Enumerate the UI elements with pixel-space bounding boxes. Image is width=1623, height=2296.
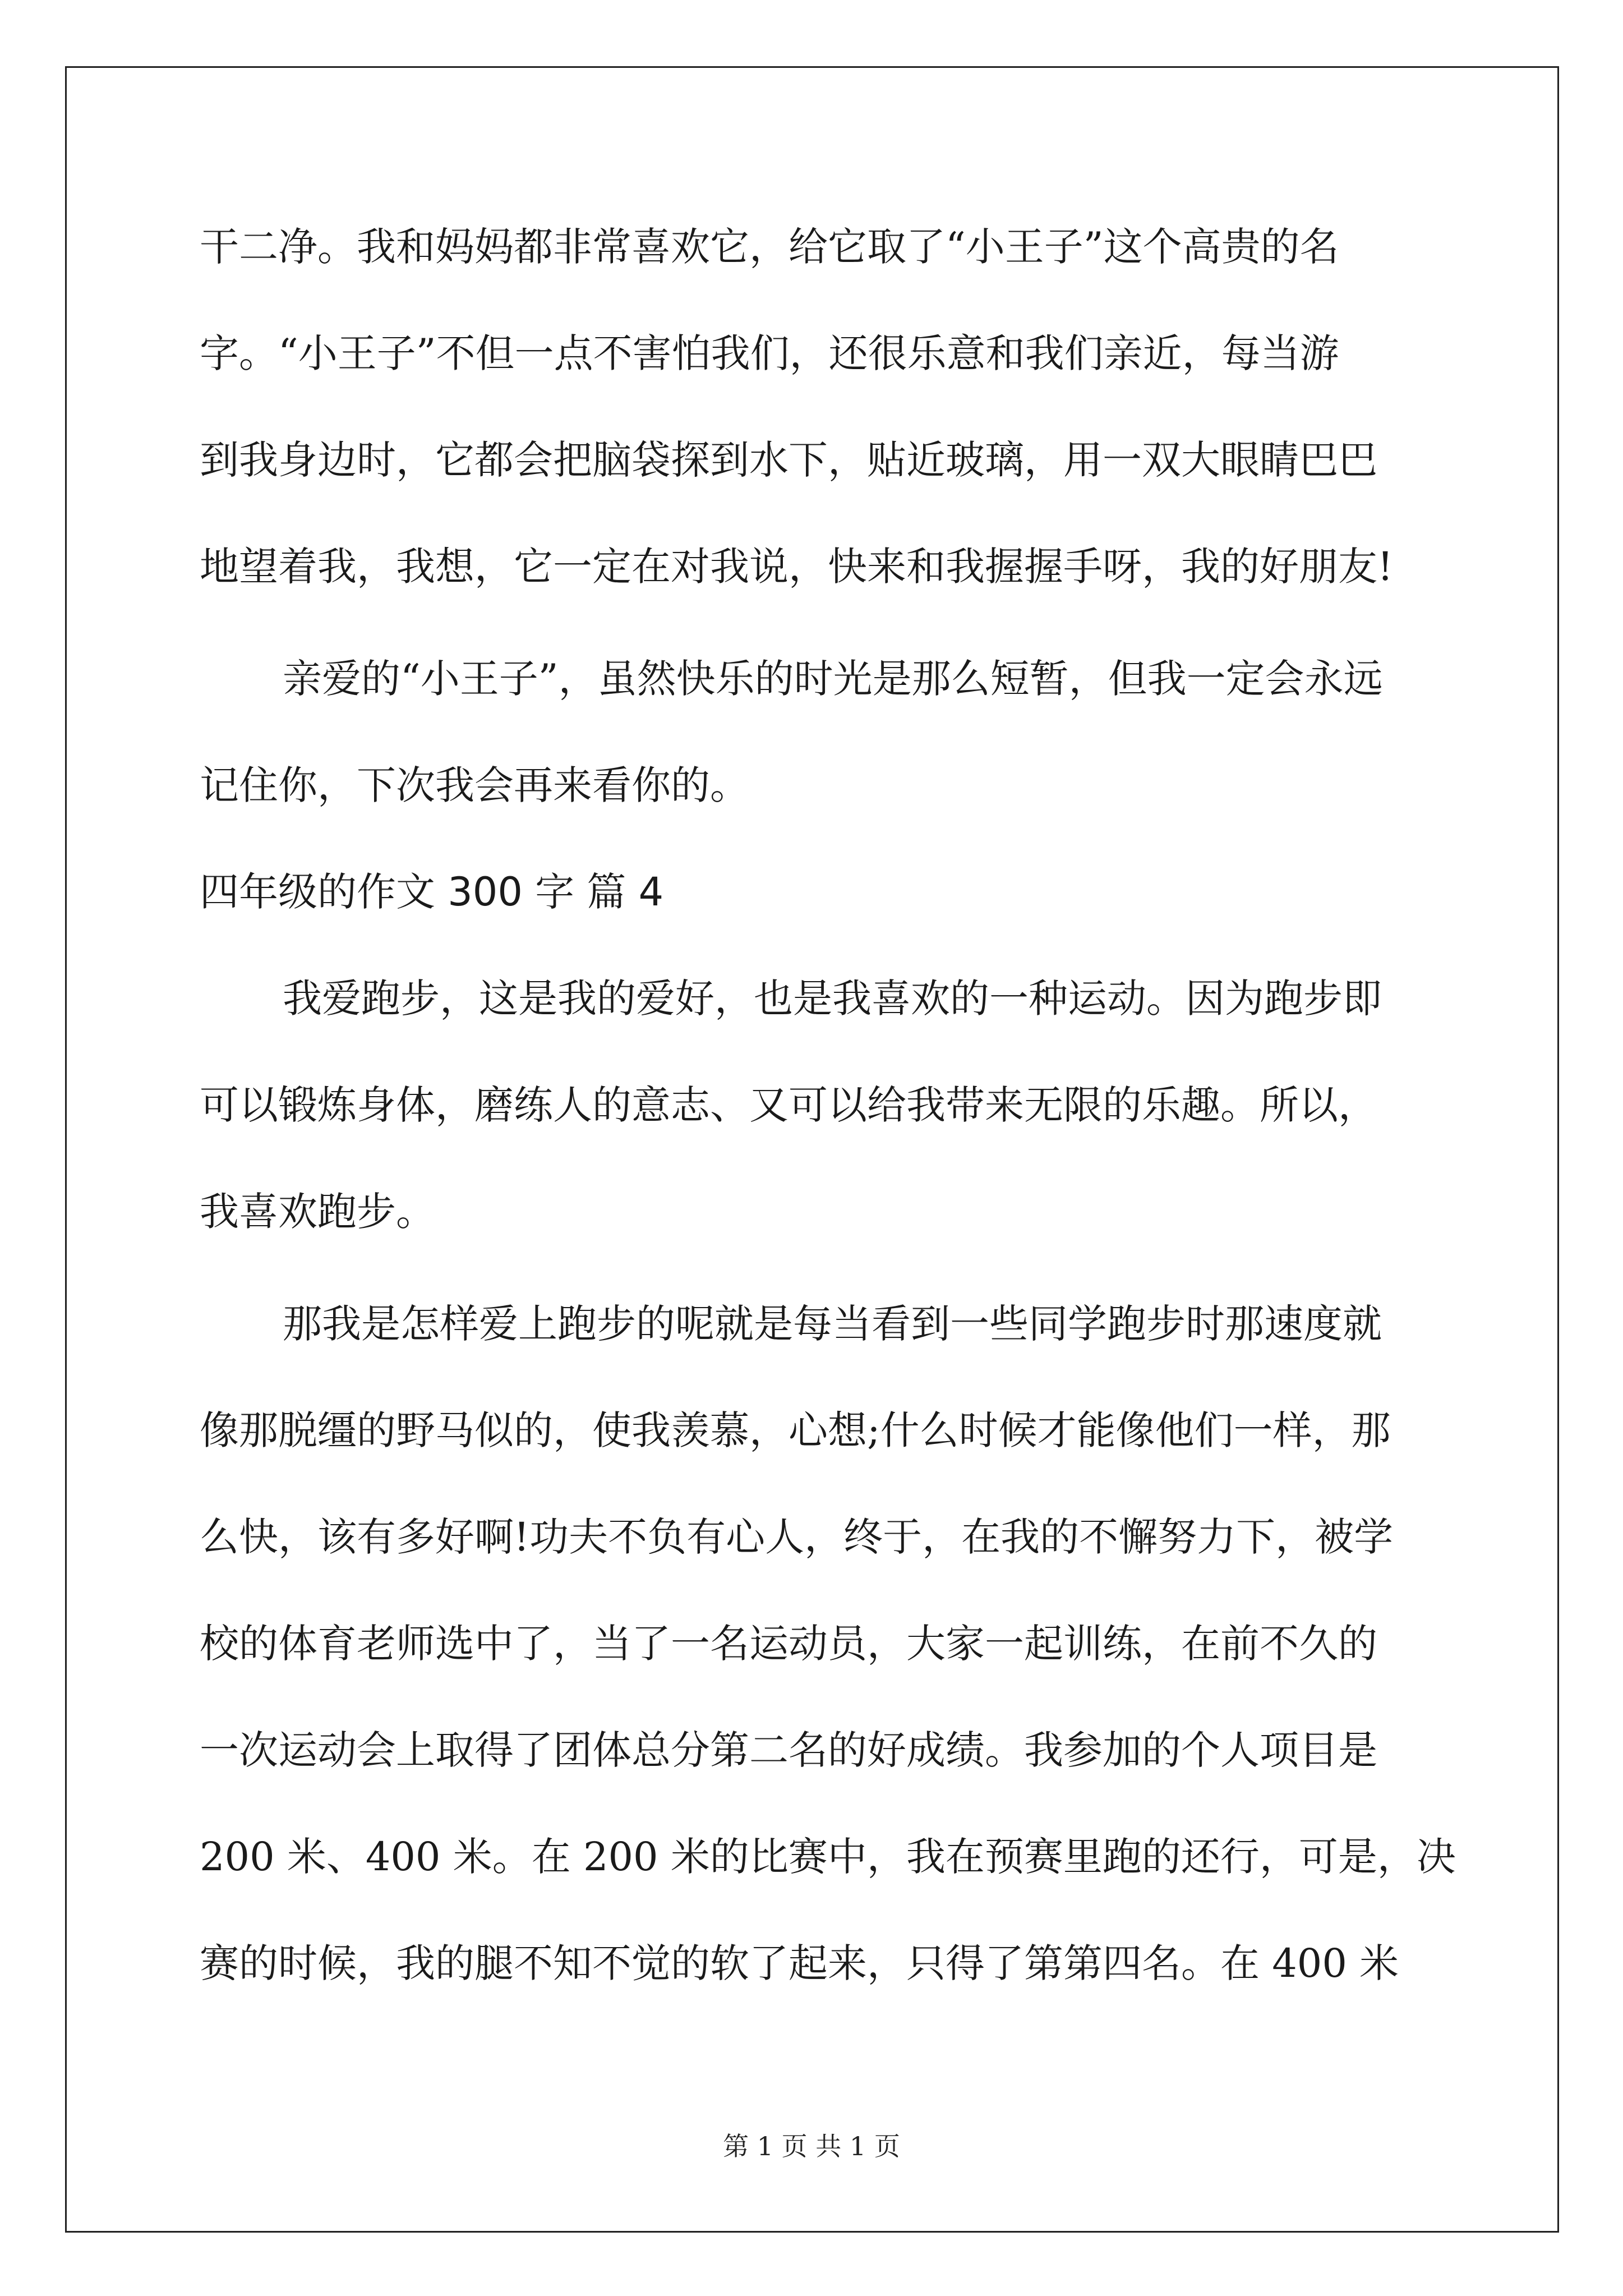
paragraph-first-line: 亲爱的“小王子”，虽然快乐的时光是那么短暂，但我一定会永远 bbox=[283, 656, 1383, 702]
text-line: 赛的时候，我的腿不知不觉的软了起来，只得了第第四名。在 400 米 bbox=[200, 1940, 1399, 1986]
text-line: 地望着我，我想，它一定在对我说，快来和我握握手呀，我的好朋友! bbox=[200, 544, 1394, 590]
text-line: 到我身边时，它都会把脑袋探到水下，贴近玻璃，用一双大眼睛巴巴 bbox=[200, 437, 1377, 483]
paragraph-first-line: 那我是怎样爱上跑步的呢就是每当看到一些同学跑步时那速度就 bbox=[283, 1301, 1382, 1347]
section-heading: 四年级的作文 300 字 篇 4 bbox=[200, 869, 664, 915]
paragraph-first-line: 我爱跑步，这是我的爱好，也是我喜欢的一种运动。因为跑步即 bbox=[283, 976, 1382, 1022]
text-line: 么快，该有多好啊!功夫不负有心人，终于，在我的不懈努力下，被学 bbox=[200, 1514, 1394, 1560]
text-line: 像那脱缰的野马似的，使我羡慕，心想;什么时候才能像他们一样，那 bbox=[200, 1407, 1391, 1453]
text-line: 校的体育老师选中了，当了一名运动员，大家一起训练，在前不久的 bbox=[200, 1621, 1377, 1667]
text-line: 记住你，下次我会再来看你的。 bbox=[200, 762, 749, 808]
text-line: 一次运动会上取得了团体总分第二名的好成绩。我参加的个人项目是 bbox=[200, 1727, 1377, 1773]
text-line: 干二净。我和妈妈都非常喜欢它，给它取了“小王子”这个高贵的名 bbox=[200, 224, 1339, 270]
text-line: 可以锻炼身体，磨练人的意志、又可以给我带来无限的乐趣。所以， bbox=[200, 1082, 1377, 1128]
page-border bbox=[65, 66, 1559, 2233]
text-line: 200 米、400 米。在 200 米的比赛中，我在预赛里跑的还行，可是，决 bbox=[200, 1834, 1456, 1880]
page-footer: 第 1 页 共 1 页 bbox=[723, 2131, 900, 2161]
text-line: 我喜欢跑步。 bbox=[200, 1189, 435, 1235]
text-line: 字。“小王子”不但一点不害怕我们，还很乐意和我们亲近，每当游 bbox=[200, 330, 1339, 376]
